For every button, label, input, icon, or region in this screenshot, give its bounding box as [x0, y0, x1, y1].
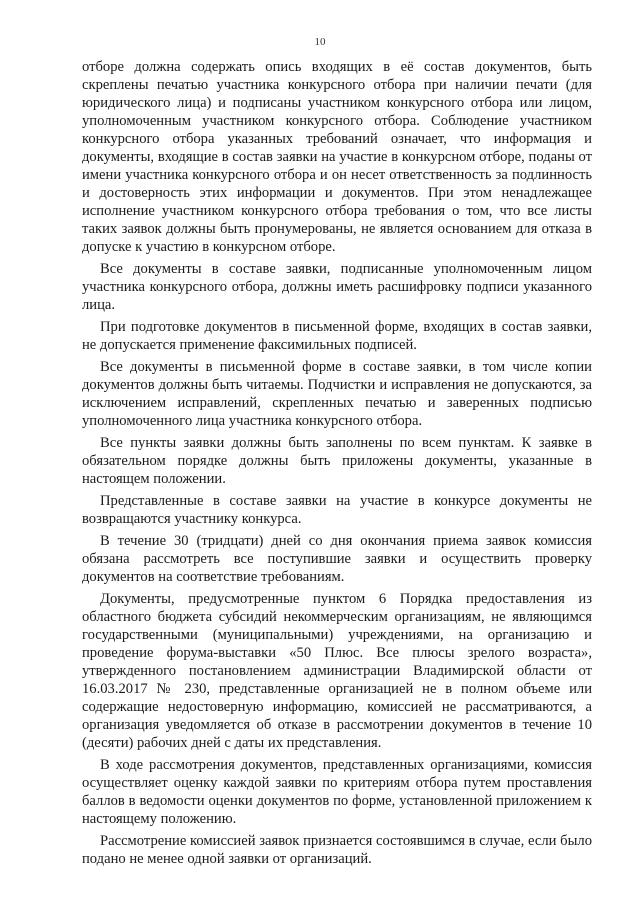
paragraph-opis-documents: отборе должна содержать опись входящих в её состав документов, быть скреплены печатью участника конкурсного отбора при наличии печати (для юридического лица) и подписаны участником конкурсного отбора или лицом, уполномоченным участником конкурсного отбора. Соблюдение участником конкурсного отбора указанных требований означает, что информация и документы, входящие в состав заявки на участие в конкурсном отборе, поданы от имени участника конкурсного отбора и он несет ответственность за подлинность и достоверность этих информации и документов. При этом ненадлежащее исполнение участником конкурсного отбора требования о том, что все листы таких заявок должны быть пронумерованы, не является основанием для отказа в допуске к участию в конкурсном отборе. — [82, 59, 592, 255]
paragraph-not-returned: Представленные в составе заявки на участие в конкурсе документы не возвращаются участнику конкурса. — [82, 493, 592, 527]
paragraph-incomplete-documents: Документы, предусмотренные пунктом 6 Порядка предоставления из областного бюджета субсидий некоммерческим организациям, не являющимся государственными (муниципальными) учреждениями, на организацию и проведение форума-выставки «50 Плюс. Все плюсы зрелого возраста», утвержденного постановлением администрации Владимирской области от 16.03.2017 № 230, представленные организацией не в полном объеме или содержащие недостоверную информацию, комиссией не рассматриваются, а организация уведомляется об отказе в рассмотрении документов в течение 10 (десяти) рабочих дней с даты их представления. — [82, 591, 592, 751]
paragraph-valid-review: Рассмотрение комиссией заявок признается состоявшимся в случае, если было подано не менее одной заявки от организаций. — [82, 833, 592, 867]
paragraph-facsimile: При подготовке документов в письменной форме, входящих в состав заявки, не допускается применение факсимильных подписей. — [82, 319, 592, 353]
paragraph-all-items-filled: Все пункты заявки должны быть заполнены по всем пунктам. К заявке в обязательном порядке должны быть приложены документы, указанные в настоящем положении. — [82, 435, 592, 487]
paragraph-signature-decoding: Все документы в составе заявки, подписанные уполномоченным лицом участника конкурсного отбора, должны иметь расшифровку подписи указанного лица. — [82, 261, 592, 313]
document-body — [82, 58, 592, 872]
paragraph-evaluation: В ходе рассмотрения документов, представленных организациями, комиссия осуществляет оценку каждой заявки по критериям отбора путем проставления баллов в ведомости оценки документов по форме, установленной приложением к настоящему положению. — [82, 757, 592, 827]
page-number: 10 — [314, 36, 326, 48]
paragraph-readability: Все документы в письменной форме в составе заявки, в том числе копии документов должны быть читаемы. Подчистки и исправления не допускаются, за исключением исправлений, скрепленных печатью и заверенных подписью уполномоченного лица участника конкурсного отбора. — [82, 359, 592, 429]
paragraph-review-period: В течение 30 (тридцати) дней со дня окончания приема заявок комиссия обязана рассмотреть все поступившие заявки и осуществить проверку документов на соответствие требованиям. — [82, 533, 592, 585]
